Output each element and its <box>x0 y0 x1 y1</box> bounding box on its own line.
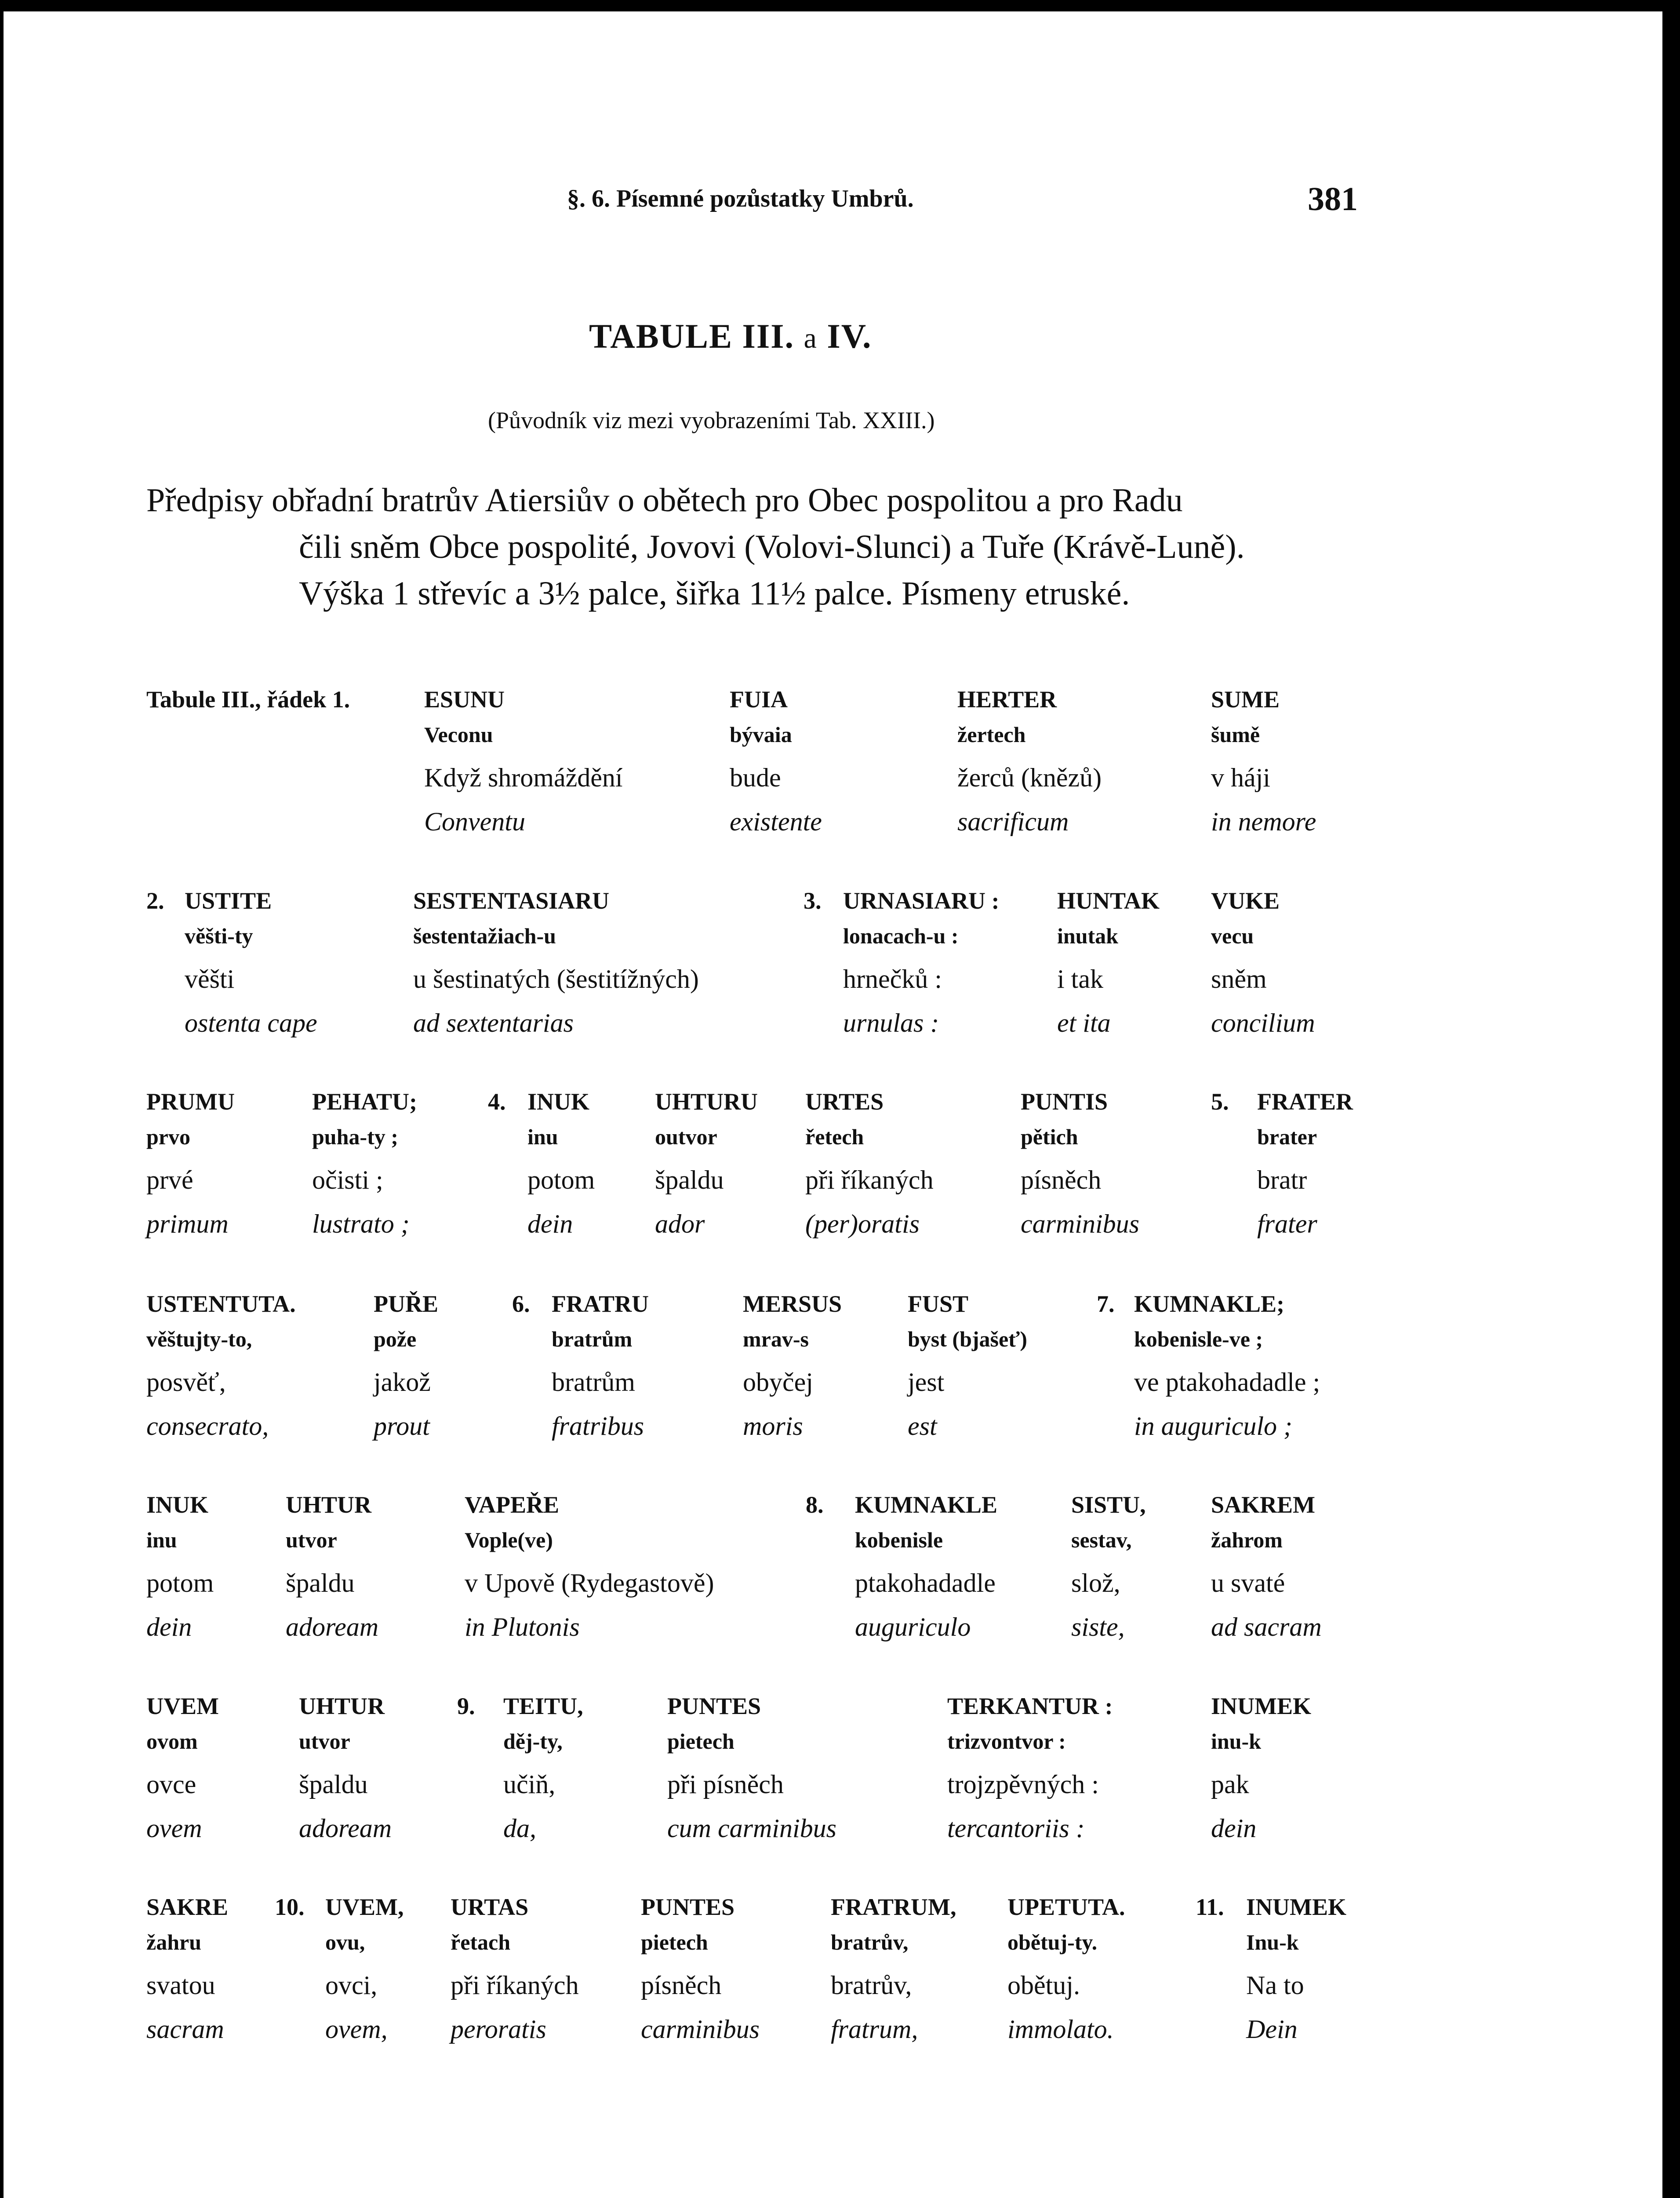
umbrian-word: TERKANTUR : <box>947 1693 1113 1719</box>
scan-edge-right <box>1662 0 1680 2198</box>
transliteration: inutak <box>1057 924 1118 948</box>
umbrian-word: INUK <box>527 1088 590 1115</box>
czech-gloss: učiň, <box>503 1770 556 1799</box>
running-title: §. 6. Písemné pozůstatky Umbrů. <box>567 185 914 212</box>
latin-gloss: primum <box>146 1209 229 1238</box>
czech-gloss: žerců (knězů) <box>957 763 1102 792</box>
latin-gloss: siste, <box>1071 1612 1125 1641</box>
latin-gloss: concilium <box>1211 1008 1315 1037</box>
latin-gloss: consecrato, <box>146 1412 269 1441</box>
latin-gloss: dein <box>1211 1814 1257 1843</box>
umbrian-word: KUMNAKLE <box>855 1492 997 1518</box>
umbrian-word: FRATRUM, <box>831 1894 956 1920</box>
transliteration: utvor <box>299 1729 350 1754</box>
umbrian-word: TEITU, <box>503 1693 583 1719</box>
line-number: 11. <box>1196 1894 1224 1920</box>
umbrian-word: FRATER <box>1257 1088 1353 1115</box>
latin-gloss: dein <box>527 1209 573 1238</box>
latin-gloss: prout <box>374 1412 430 1441</box>
umbrian-word: UVEM <box>146 1693 219 1719</box>
line-number: 7. <box>1097 1291 1115 1317</box>
czech-gloss: v Upově (Rydegastově) <box>465 1568 714 1598</box>
transliteration: žertech <box>957 722 1026 747</box>
czech-gloss: Na to <box>1246 1971 1304 2000</box>
latin-gloss: Dein <box>1246 2015 1298 2044</box>
transliteration: bývaia <box>730 722 792 747</box>
page-title <box>589 317 872 356</box>
line-number: 8. <box>806 1492 824 1518</box>
umbrian-word: KUMNAKLE; <box>1134 1291 1284 1317</box>
transliteration: šestentažiach-u <box>413 924 556 948</box>
umbrian-word: UPETUTA. <box>1007 1894 1125 1920</box>
transliteration: pětich <box>1021 1124 1078 1149</box>
latin-gloss: est <box>908 1412 937 1441</box>
latin-gloss: ador <box>655 1209 705 1238</box>
page-number: 381 <box>1308 181 1358 218</box>
czech-gloss: ptakohadadle <box>855 1568 996 1598</box>
czech-gloss: bude <box>730 763 781 792</box>
latin-gloss: et ita <box>1057 1008 1111 1037</box>
transliteration: bratrův, <box>831 1930 909 1954</box>
umbrian-word: PRUMU <box>146 1088 235 1115</box>
transliteration: trizvontvor : <box>947 1729 1066 1754</box>
czech-gloss: obyčej <box>743 1368 813 1397</box>
latin-gloss: ad sextentarias <box>413 1008 574 1037</box>
transliteration: věšti-ty <box>185 924 253 948</box>
intro-line-2: čili sněm Obce pospolité, Jovovi (Volovi-Slunci) a Tuře (Krávě-Luně). <box>299 528 1245 565</box>
line-number: 2. <box>146 888 164 914</box>
czech-gloss: sněm <box>1211 964 1267 993</box>
czech-gloss: slož, <box>1071 1568 1120 1598</box>
transliteration: bratrům <box>552 1327 633 1351</box>
transliteration: řetach <box>451 1930 511 1954</box>
transliteration: inu-k <box>1211 1729 1261 1754</box>
title-second: IV. <box>827 317 872 355</box>
line-number: 3. <box>804 888 822 914</box>
czech-gloss: prvé <box>146 1165 193 1194</box>
umbrian-word: USTITE <box>185 888 272 914</box>
umbrian-word: VUKE <box>1211 888 1280 914</box>
transliteration: sestav, <box>1071 1528 1132 1552</box>
latin-gloss: ovem <box>146 1814 202 1843</box>
latin-gloss: tercantoriis : <box>947 1814 1085 1843</box>
umbrian-word: SISTU, <box>1071 1492 1146 1518</box>
czech-gloss: pak <box>1211 1770 1249 1799</box>
latin-gloss: ostenta cape <box>185 1008 317 1037</box>
transliteration: pože <box>374 1327 417 1351</box>
umbrian-word: URTES <box>805 1088 884 1115</box>
umbrian-word: SESTENTASIARU <box>413 888 610 914</box>
transliteration: brater <box>1257 1124 1317 1149</box>
czech-gloss: ovci, <box>325 1971 378 2000</box>
umbrian-word: HUNTAK <box>1057 888 1160 914</box>
czech-gloss: ovce <box>146 1770 196 1799</box>
czech-gloss: špaldu <box>299 1770 368 1799</box>
umbrian-word: FUST <box>908 1291 969 1317</box>
czech-gloss: bratrův, <box>831 1971 912 2000</box>
czech-gloss: Když shromáždění <box>424 763 623 792</box>
umbrian-word: PUNTES <box>641 1894 735 1920</box>
transliteration: obětuj-ty. <box>1007 1930 1098 1954</box>
czech-gloss: u šestinatých (šestitížných) <box>413 964 699 993</box>
umbrian-word: INUMEK <box>1246 1894 1346 1920</box>
transliteration: kobenisle-ve ; <box>1134 1327 1263 1351</box>
latin-gloss: peroratis <box>451 2015 546 2044</box>
umbrian-word: HERTER <box>957 686 1057 713</box>
umbrian-word: UHTUR <box>299 1693 385 1719</box>
umbrian-word: FUIA <box>730 686 788 713</box>
czech-gloss: potom <box>527 1165 595 1194</box>
scan-edge-left <box>0 0 4 2198</box>
czech-gloss: písněch <box>641 1971 722 2000</box>
latin-gloss: cum carminibus <box>667 1814 836 1843</box>
umbrian-word: URTAS <box>451 1894 529 1920</box>
czech-gloss: ve ptakohadadle ; <box>1134 1368 1320 1397</box>
subtitle: (Původník viz mezi vyobrazeními Tab. XXIII.) <box>488 407 935 433</box>
transliteration: prvo <box>146 1124 190 1149</box>
latin-gloss: sacram <box>146 2015 224 2044</box>
transliteration: inu <box>146 1528 177 1552</box>
transliteration: inu <box>527 1124 558 1149</box>
umbrian-word: URNASIARU : <box>843 888 1000 914</box>
line-number: 9. <box>457 1693 475 1719</box>
latin-gloss: ad sacram <box>1211 1612 1322 1641</box>
transliteration: žahru <box>146 1930 201 1954</box>
transliteration: pietech <box>641 1930 708 1954</box>
intro-line-1: Předpisy obřadní bratrův Atiersiův o obětech pro Obec pospolitou a pro Radu <box>146 482 1183 519</box>
umbrian-word: USTENTUTA. <box>146 1291 296 1317</box>
transliteration: žahrom <box>1211 1528 1283 1552</box>
latin-gloss: ovem, <box>325 2015 388 2044</box>
transliteration: vecu <box>1211 924 1254 948</box>
latin-gloss: lustrato ; <box>312 1209 410 1238</box>
czech-gloss: u svaté <box>1211 1568 1285 1598</box>
transliteration: outvor <box>655 1124 717 1149</box>
transliteration: utvor <box>286 1528 337 1552</box>
transliteration: děj-ty, <box>503 1729 563 1754</box>
umbrian-word: SUME <box>1211 686 1280 713</box>
transliteration: Inu-k <box>1246 1930 1299 1954</box>
line-number: 10. <box>275 1894 305 1920</box>
line-number: 4. <box>488 1088 506 1115</box>
umbrian-word: INUMEK <box>1211 1693 1311 1719</box>
umbrian-word: VAPEŘE <box>465 1492 560 1518</box>
latin-gloss: adoream <box>286 1612 379 1641</box>
title-main: TABULE III. <box>589 317 795 355</box>
umbrian-word: FRATRU <box>552 1291 649 1317</box>
transliteration: ovu, <box>325 1930 365 1954</box>
latin-gloss: dein <box>146 1612 192 1641</box>
umbrian-word: SAKRE <box>146 1894 229 1920</box>
title-connector: a <box>804 322 818 354</box>
czech-gloss: hrnečků : <box>843 964 942 993</box>
transliteration: kobenisle <box>855 1528 943 1552</box>
transliteration: Vople(ve) <box>465 1528 553 1552</box>
latin-gloss: carminibus <box>641 2015 760 2044</box>
latin-gloss: in auguriculo ; <box>1134 1412 1292 1441</box>
czech-gloss: při říkaných <box>805 1165 934 1194</box>
czech-gloss: jakož <box>374 1368 431 1397</box>
umbrian-word: INUK <box>146 1492 209 1518</box>
latin-gloss: frater <box>1257 1209 1317 1238</box>
latin-gloss: da, <box>503 1814 536 1843</box>
intro-line-3: Výška 1 střevíc a 3½ palce, šiřka 11½ palce. Písmeny etruské. <box>299 575 1130 612</box>
umbrian-word: UHTUR <box>286 1492 372 1518</box>
czech-gloss: písněch <box>1021 1165 1102 1194</box>
czech-gloss: při písněch <box>667 1770 784 1799</box>
umbrian-word: PUNTIS <box>1021 1088 1108 1115</box>
czech-gloss: potom <box>146 1568 214 1598</box>
line-number: 5. <box>1211 1088 1229 1115</box>
czech-gloss: v háji <box>1211 763 1270 792</box>
czech-gloss: špaldu <box>655 1165 724 1194</box>
transliteration: lonacach-u : <box>843 924 959 948</box>
umbrian-word: SAKREM <box>1211 1492 1316 1518</box>
czech-gloss: bratr <box>1257 1165 1307 1194</box>
latin-gloss: in nemore <box>1211 807 1316 836</box>
transliteration: ovom <box>146 1729 198 1754</box>
czech-gloss: při říkaných <box>451 1971 579 2000</box>
czech-gloss: špaldu <box>286 1568 355 1598</box>
latin-gloss: moris <box>743 1412 803 1441</box>
umbrian-word: UHTURU <box>655 1088 758 1115</box>
umbrian-word: UVEM, <box>325 1894 404 1920</box>
scan-edge-top <box>0 0 1680 11</box>
umbrian-word: ESUNU <box>424 686 505 713</box>
umbrian-word: PUNTES <box>667 1693 761 1719</box>
transliteration: šumě <box>1211 722 1260 747</box>
czech-gloss: trojzpěvných : <box>947 1770 1099 1799</box>
latin-gloss: fratribus <box>552 1412 644 1441</box>
czech-gloss: obětuj. <box>1007 1971 1080 2000</box>
latin-gloss: fratrum, <box>831 2015 918 2044</box>
transliteration: byst (bjašeť) <box>908 1327 1027 1351</box>
transliteration: řetech <box>805 1124 864 1149</box>
umbrian-word: PEHATU; <box>312 1088 417 1115</box>
latin-gloss: Conventu <box>424 807 525 836</box>
transliteration: pietech <box>667 1729 735 1754</box>
czech-gloss: svatou <box>146 1971 215 2000</box>
latin-gloss: sacrificum <box>957 807 1069 836</box>
line-number: 6. <box>512 1291 530 1317</box>
latin-gloss: existente <box>730 807 822 836</box>
umbrian-word: PUŘE <box>374 1291 438 1317</box>
czech-gloss: posvěť, <box>146 1368 226 1397</box>
latin-gloss: auguriculo <box>855 1612 971 1641</box>
transliteration: Veconu <box>424 722 493 747</box>
latin-gloss: urnulas : <box>843 1008 939 1037</box>
line-reference-label: Tabule III., řádek 1. <box>146 686 350 713</box>
transliteration: věštujty-to, <box>146 1327 252 1351</box>
czech-gloss: jest <box>908 1368 945 1397</box>
latin-gloss: carminibus <box>1021 1209 1139 1238</box>
latin-gloss: immolato. <box>1007 2015 1114 2044</box>
transliteration: puha-ty ; <box>312 1124 398 1149</box>
latin-gloss: (per)oratis <box>805 1209 920 1238</box>
czech-gloss: bratrům <box>552 1368 635 1397</box>
czech-gloss: očisti ; <box>312 1165 383 1194</box>
latin-gloss: in Plutonis <box>465 1612 580 1641</box>
czech-gloss: i tak <box>1057 964 1103 993</box>
umbrian-word: MERSUS <box>743 1291 842 1317</box>
transliteration: mrav-s <box>743 1327 809 1351</box>
czech-gloss: věšti <box>185 964 235 993</box>
latin-gloss: adoream <box>299 1814 392 1843</box>
